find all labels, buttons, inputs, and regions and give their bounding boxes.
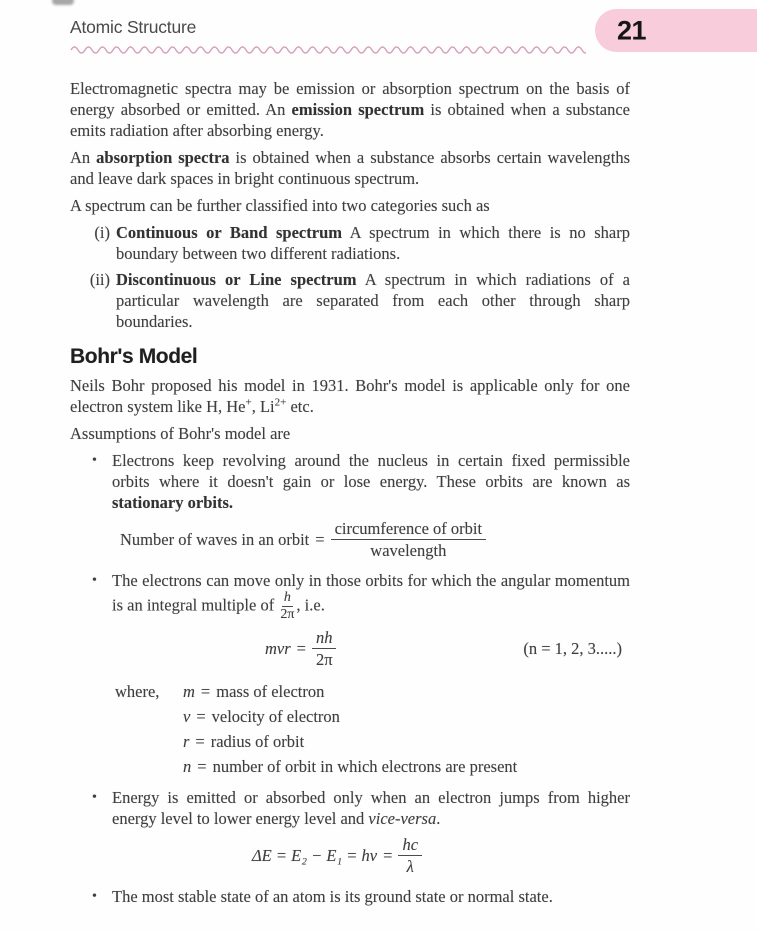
paragraph-absorption (70, 147, 630, 189)
bullet-angular-momentum (70, 570, 630, 622)
list-marker: (i) (94, 223, 110, 242)
superscript: 2+ (274, 396, 287, 409)
bold-run: stationary orbits. (112, 493, 233, 512)
text-run: A spectrum in which radiations of a particular wavelength are separated from each other through sharp boundaries. (116, 270, 630, 331)
text-run: etc. (286, 397, 314, 416)
equals-sign: = (315, 530, 325, 549)
text-run: Electromagnetic spectra may be emission or absorption spectrum on the basis of energy absorbed or emitted. An (70, 79, 630, 119)
formula-mvr (265, 628, 630, 669)
bullet-text (112, 570, 630, 622)
page-number-badge (595, 9, 757, 52)
fraction-denominator: wavelength (370, 541, 447, 560)
formula-lhs: mvr (265, 639, 291, 658)
text-run: A spectrum in which there is no sharp boundary between two different radiations. (116, 223, 630, 263)
wavy-divider-path (71, 47, 586, 53)
paragraph-bohr-intro (70, 375, 630, 417)
formula-number-of-waves (120, 519, 630, 560)
fraction-numerator: circumference of orbit (331, 519, 487, 540)
list-item-text (116, 269, 630, 332)
bullet-ground-state (70, 886, 630, 907)
bullet-dot: • (92, 790, 97, 805)
bullet-text (112, 450, 630, 513)
definition-row (115, 729, 630, 754)
bullet-text (112, 787, 630, 829)
text-run: The electrons can move only in those orbits for which the angular momentum is an integral multiple of (112, 571, 630, 615)
formula-domain-note: (n = 1, 2, 3.....) (523, 639, 622, 658)
fraction (398, 835, 422, 876)
bullet-energy-jump (70, 787, 630, 829)
formula-lhs: ΔE = E₂ − E₁ = hν (252, 846, 378, 865)
where-label: where, (115, 682, 160, 701)
definition (183, 704, 340, 729)
bullet-text: The most stable state of an atom is its ground state or normal state. (112, 887, 553, 906)
text-run: , Li (251, 397, 275, 416)
bullet-stationary-orbits (70, 450, 630, 513)
text-run: . (436, 809, 441, 828)
fraction-numerator: h (283, 590, 291, 605)
text-run: Energy is emitted or absorbed only when an electron jumps from higher energy level to lower energy level and (112, 788, 630, 828)
page-title: Atomic Structure (70, 17, 197, 37)
bullet-dot: • (92, 889, 97, 904)
list-item-text (116, 222, 630, 264)
equals-sign: = (200, 682, 211, 701)
paragraph-assumptions: Assumptions of Bohr's model are (70, 424, 291, 443)
symbol: r (183, 732, 190, 751)
definition-text: mass of electron (216, 682, 325, 701)
definition (183, 754, 517, 779)
list-item-discontinuous (70, 269, 630, 332)
definition-text: velocity of electron (211, 707, 340, 726)
fraction (312, 628, 337, 669)
definition-row (115, 704, 630, 729)
equals-sign: = (196, 707, 206, 726)
page-number: 21 (617, 15, 647, 45)
fraction-numerator: hc (398, 835, 422, 856)
list-marker: (ii) (89, 270, 110, 289)
equals-sign: = (296, 639, 306, 658)
definition (183, 729, 304, 754)
italic-run: vice-versa (368, 809, 437, 828)
text-run: An (70, 148, 97, 167)
formula-lhs: Number of waves in an orbit (120, 530, 310, 549)
text-run: Neils Bohr proposed his model in 1931. Bohr's model is applicable only for one electron system like H, He (70, 376, 630, 416)
superscript: + (245, 396, 252, 409)
scan-artifact-mark (52, 0, 74, 5)
fraction-denominator: λ (406, 857, 414, 876)
definition-text: number of orbit in which electrons are present (212, 757, 518, 776)
fraction-h-over-2pi (280, 591, 294, 622)
definition-text: radius of orbit (210, 732, 305, 751)
symbol: n (183, 757, 192, 776)
bold-run: Discontinuous or Line spectrum (116, 270, 357, 289)
list-item-continuous (70, 222, 630, 264)
text-run: Electrons keep revolving around the nucleus in certain fixed permissible orbits where it doesn't gain or lose energy. These orbits are known as (112, 451, 630, 491)
paragraph-emission (70, 78, 630, 141)
symbol: v (183, 707, 191, 726)
definition (183, 679, 324, 704)
section-heading-bohrs-model: Bohr's Model (70, 345, 198, 368)
bold-run: emission spectrum (291, 100, 425, 119)
where-definitions (115, 679, 630, 779)
fraction (331, 519, 487, 560)
page-content (70, 78, 630, 913)
fraction-denominator: 2π (315, 650, 333, 669)
spectrum-category-list (70, 222, 630, 332)
wavy-divider (70, 42, 586, 54)
text-run: , i.e. (296, 595, 325, 615)
text-run: is obtained when a substance emits radiation after absorbing energy. (70, 100, 631, 140)
fraction-denominator: 2π (280, 607, 295, 622)
bullet-dot: • (92, 573, 97, 588)
paragraph-classification: A spectrum can be further classified into two categories such as (70, 196, 490, 215)
text-run: is obtained when a substance absorbs certain wavelengths and leave dark spaces in bright continuous spectrum. (70, 148, 631, 188)
bullet-dot: • (92, 453, 97, 468)
symbol: m (183, 682, 195, 701)
bold-run: Continuous or Band spectrum (116, 223, 342, 242)
equals-sign: = (195, 732, 205, 751)
fraction-numerator: nh (312, 628, 337, 649)
equals-sign: = (383, 846, 393, 865)
bold-run: absorption spectra (96, 148, 230, 167)
formula-delta-e (252, 835, 630, 876)
equals-sign: = (197, 757, 207, 776)
definition-row (115, 679, 630, 704)
definition-row (115, 754, 630, 779)
